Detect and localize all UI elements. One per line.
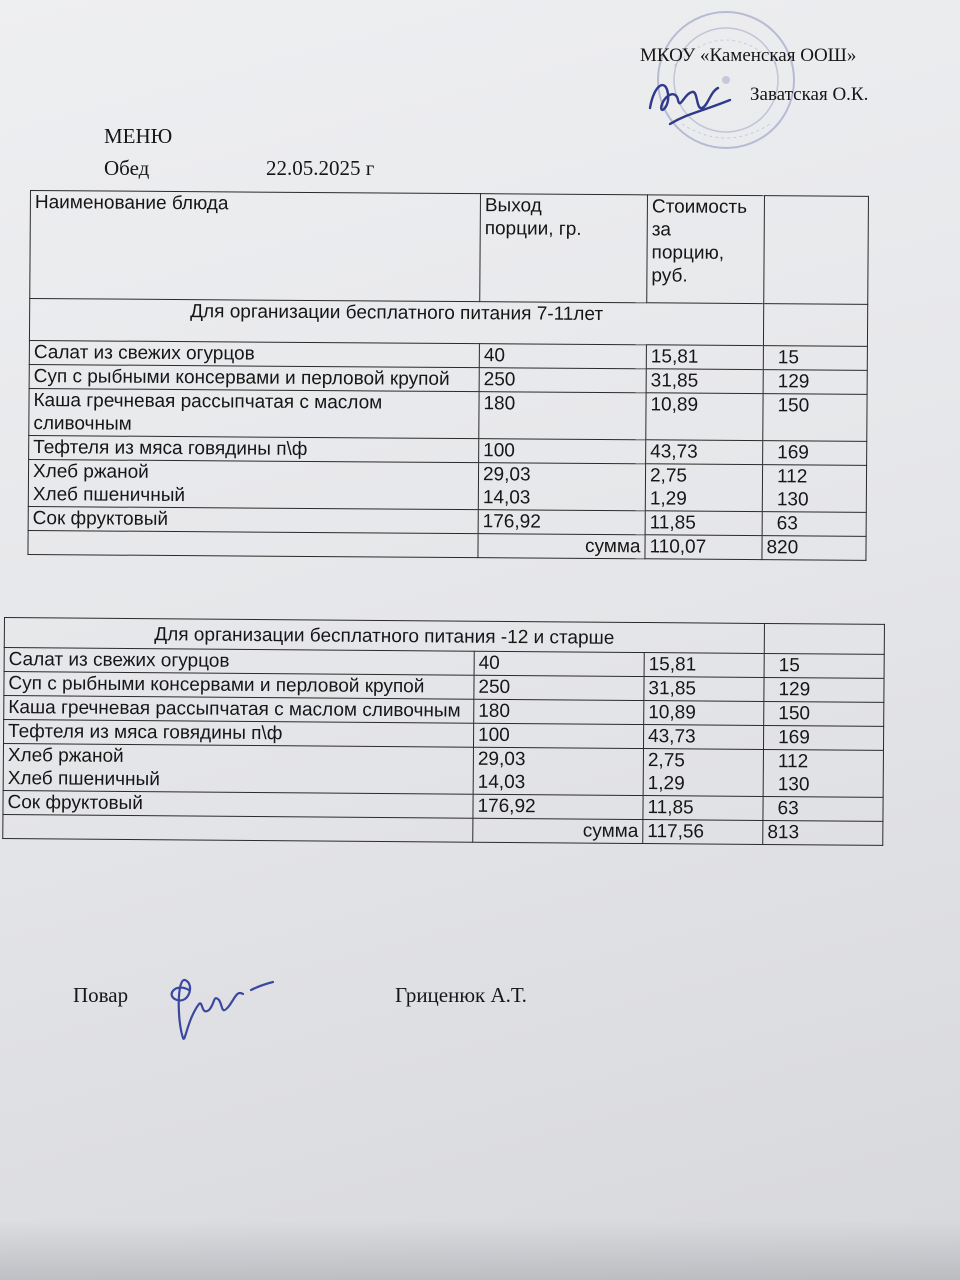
section-title-row — [29, 299, 867, 347]
sum-kcal: 820 — [762, 536, 866, 561]
table-row — [29, 388, 867, 441]
dish-name: Тефтеля из мяса говядины п\ф — [29, 435, 479, 462]
director-signature — [640, 64, 740, 134]
dish-cost: 31,85 — [644, 677, 764, 702]
dish-cost: 43,73 — [643, 725, 763, 750]
dish-cost: 2,75 — [649, 465, 688, 487]
cook-signature — [155, 960, 285, 1045]
dish-name: Суп с рыбными консервами и перловой крупой — [4, 672, 474, 700]
organization-name: МКОУ «Каменская ООШ» — [640, 45, 857, 66]
dish-cost: 15,81 — [646, 345, 763, 370]
dish-name: Каша гречневая рассыпчатая с маслом сливочным — [4, 696, 474, 724]
dish-cost: 11,85 — [643, 796, 763, 821]
dish-yield: 176,92 — [478, 510, 645, 535]
dish-name: Сок фруктовый — [28, 506, 478, 533]
dish-cost: 11,85 — [645, 511, 762, 536]
dish-kcal: 169 — [763, 441, 867, 466]
dish-kcal: 130 — [777, 774, 810, 796]
table-header-row — [30, 191, 869, 305]
dish-cost: 2,75 — [647, 750, 685, 772]
dish-name: Хлеб пшеничный — [32, 484, 186, 507]
dish-kcal: 129 — [764, 677, 884, 702]
sum-kcal: 813 — [763, 820, 883, 845]
dish-yield: 100 — [473, 723, 643, 748]
dish-kcal: 15 — [764, 653, 884, 678]
dish-yield: 180 — [479, 392, 646, 440]
dish-kcal: 63 — [763, 796, 883, 821]
dish-yield: 250 — [474, 675, 644, 700]
dish-name: Салат из свежих огурцов — [29, 340, 479, 367]
dish-yield: 40 — [474, 651, 644, 676]
dish-yield: 29,03 — [477, 748, 526, 771]
sum-label: сумма — [473, 818, 643, 843]
section-2-title: Для организации бесплатного питания -12 и старше — [4, 618, 764, 654]
dish-yield: 14,03 — [482, 487, 531, 509]
cook-label: Повар — [73, 983, 129, 1007]
dish-cost: 1,29 — [649, 488, 687, 510]
dish-yield: 250 — [479, 368, 646, 393]
dish-cost: 10,89 — [646, 393, 763, 441]
dish-name: Каша гречневая рассыпчатая с маслом сливочным — [29, 388, 479, 438]
dish-cost: 43,73 — [646, 440, 763, 465]
dish-name: Суп с рыбными консервами и перловой крупой — [29, 364, 479, 391]
meal-label: Обед — [104, 156, 150, 180]
dish-cost: 15,81 — [644, 653, 764, 678]
column-header-name: Наименование блюда — [30, 191, 481, 302]
menu-table-section-2 — [2, 617, 885, 846]
table-row-bread — [3, 744, 883, 798]
dish-yield: 180 — [474, 699, 644, 724]
dish-kcal: 63 — [762, 512, 866, 537]
dish-name: Салат из свежих огурцов — [4, 648, 474, 676]
dish-yield: 100 — [479, 439, 646, 464]
menu-table-section-1 — [27, 190, 869, 561]
sum-label: сумма — [478, 534, 645, 559]
sum-cost: 110,07 — [645, 535, 762, 560]
column-header-yield: Выход порции, гр. — [480, 194, 648, 303]
dish-cost: 31,85 — [646, 369, 763, 394]
dish-yield: 40 — [479, 344, 646, 369]
dish-name: Сок фруктовый — [3, 790, 473, 818]
dish-yield: 29,03 — [482, 464, 531, 486]
document-title: МЕНЮ — [104, 124, 173, 148]
sum-row — [28, 530, 866, 560]
dish-cost: 1,29 — [647, 773, 685, 795]
menu-date: 22.05.2025 г — [266, 156, 375, 180]
dish-cost: 10,89 — [644, 701, 764, 726]
director-name: Заватская О.К. — [750, 84, 869, 105]
photo-shadow — [0, 1220, 960, 1280]
dish-kcal: 150 — [763, 394, 867, 442]
dish-kcal: 129 — [763, 370, 867, 395]
dish-kcal: 15 — [763, 346, 867, 371]
dish-yield: 176,92 — [473, 794, 643, 819]
section-1-title: Для организации бесплатного питания 7-11лет — [29, 299, 763, 346]
dish-kcal: 112 — [777, 751, 809, 773]
dish-yield: 14,03 — [477, 771, 526, 794]
table-row-bread — [28, 459, 866, 512]
cook-name: Гриценюк А.Т. — [395, 983, 527, 1007]
column-header-cost: Стоимость за порцию, руб. — [647, 195, 765, 304]
sum-cost: 117,56 — [643, 820, 763, 845]
dish-kcal: 112 — [776, 466, 808, 488]
dish-kcal: 130 — [776, 489, 809, 511]
dish-kcal: 169 — [764, 725, 884, 750]
dish-name: Тефтеля из мяса говядины п\ф — [4, 720, 474, 748]
column-header-blank — [764, 196, 869, 305]
dish-name: Хлеб ржаной — [32, 461, 149, 483]
dish-name: Хлеб пшеничный — [7, 768, 160, 791]
dish-name: Хлеб ржаной — [7, 745, 124, 767]
dish-kcal: 150 — [764, 701, 884, 726]
